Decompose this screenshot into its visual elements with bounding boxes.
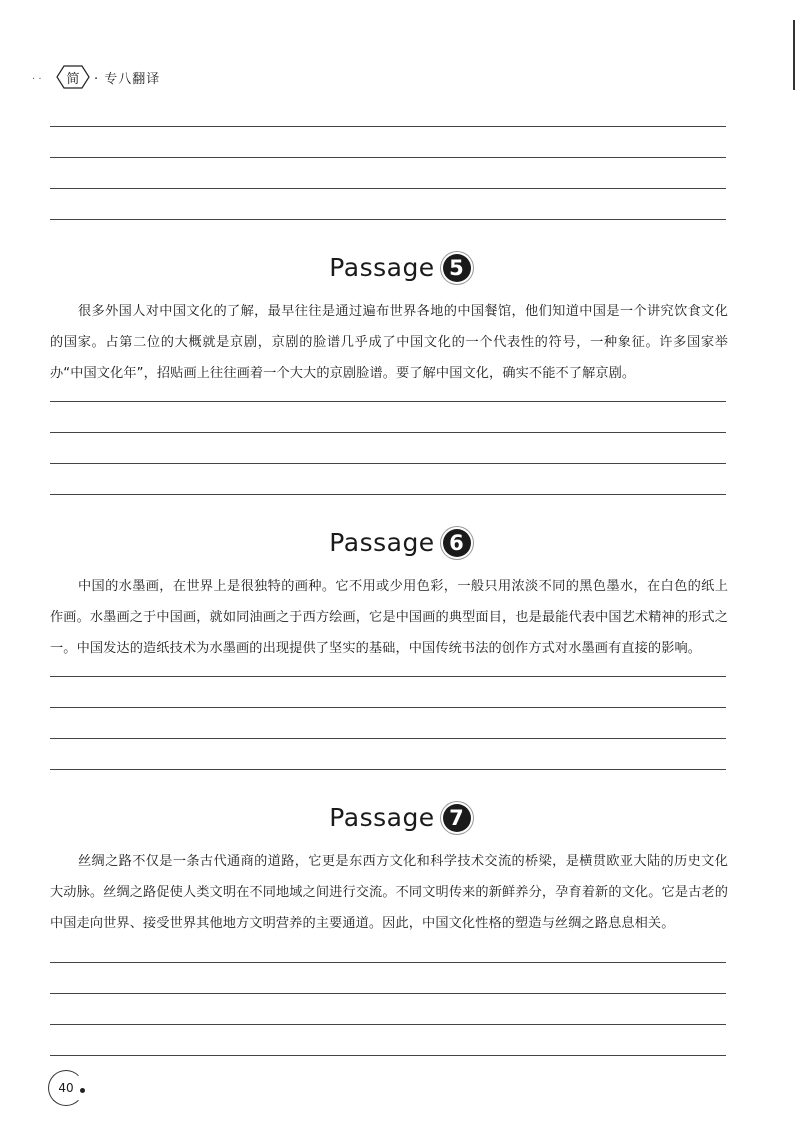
passage-5-text: 很多外国人对中国文化的了解，最早往往是通过遍布世界各地的中国餐馆，他们知道中国是一个讲究饮食文化的国家。占第二位的大概就是京剧，京剧的脸谱几乎成了中国文化的一个代表性的符号，一种象征。许多国家举办“中国文化年”，招贴画上往往画着一个大大的京剧脸谱。要了解中国文化，确实不能不了解京剧。 [50,304,728,381]
answer-line [50,769,726,770]
answer-line [50,157,726,158]
hexagon-label: 简 [66,71,80,87]
answer-line [50,738,726,739]
answer-line [50,1024,726,1025]
answer-line [50,1055,726,1056]
passage-5-heading [0,253,800,282]
answer-line [50,962,726,963]
passage-7-text: 丝绸之路不仅是一条古代通商的道路，它更是东西方文化和科学技术交流的桥梁，是横贯欧亚大陆的历史文化大动脉。丝绸之路促使人类文明在不同地域之间进行交流。不同文明传来的新鲜养分，孕育着新的文化。它是古老的中国走向世界、接受世界其他地方文明营养的主要通道。因此，中国文化性格的塑造与丝绸之路息息相关。 [50,854,728,931]
passage-6-text: 中国的水墨画，在世界上是很独特的画种。它不用或少用色彩，一般只用浓淡不同的黑色墨水，在白色的纸上作画。水墨画之于中国画，就如同油画之于西方绘画，它是中国画的典型面目，也是最能代表中国艺术精神的形式之一。中国发达的造纸技术为水墨画的出现提供了坚实的基础，中国传统书法的创作方式对水墨画有直接的影响。 [50,579,728,656]
answer-line [50,676,726,677]
running-header [40,64,160,90]
answer-line [50,401,726,402]
passage-7-heading [0,803,800,832]
page-number: 40 [48,1070,84,1106]
header-title: · 专八翻译 [94,71,161,87]
page-edge-mark [793,20,795,90]
passage-number-badge: 6 [443,529,471,557]
header-dots: · · [32,74,42,85]
answer-line [50,707,726,708]
passage-label: Passage [329,528,435,557]
page-number-dot [80,1088,85,1093]
answer-line [50,188,726,189]
passage-label: Passage [329,803,435,832]
passage-number-badge: 7 [443,804,471,832]
answer-line [50,463,726,464]
answer-line [50,993,726,994]
passage-label: Passage [329,253,435,282]
answer-line [50,494,726,495]
passage-6-heading [0,528,800,557]
answer-line [50,432,726,433]
passage-number-badge: 5 [443,254,471,282]
answer-line [50,219,726,220]
hexagon-badge [56,65,90,89]
answer-line [50,126,726,127]
